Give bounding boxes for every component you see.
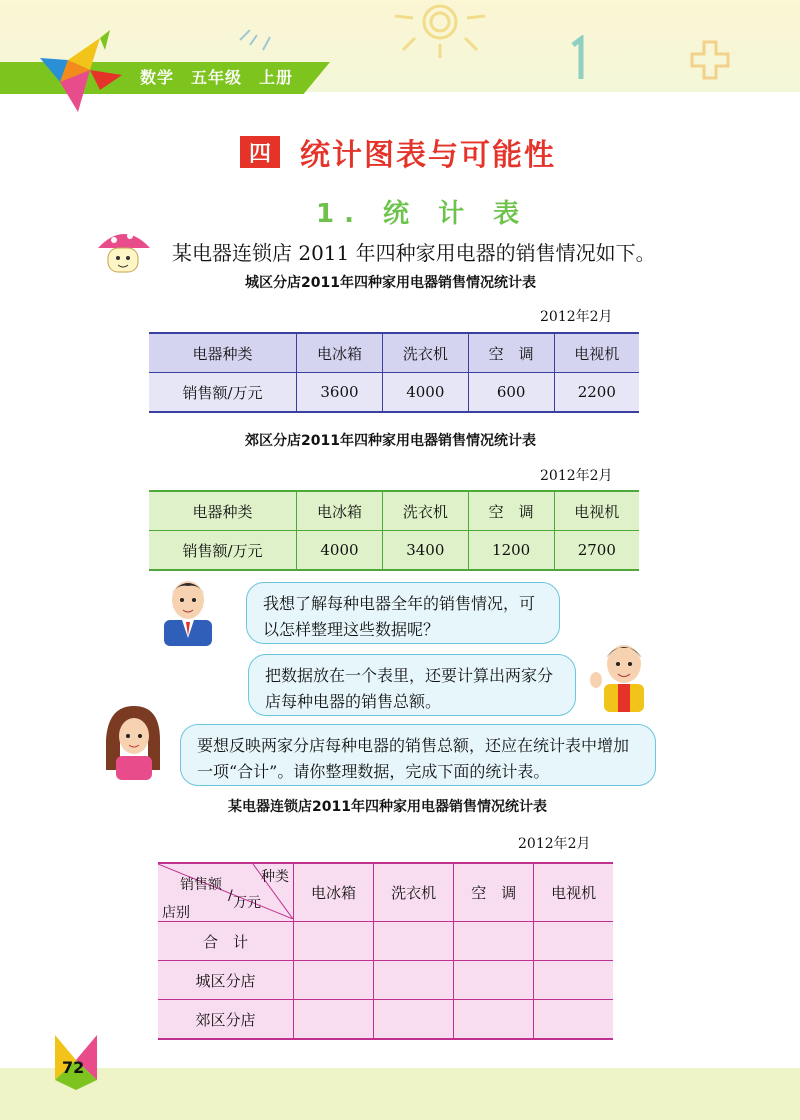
blank-cell[interactable]	[454, 922, 534, 961]
table-cell: 3600	[297, 373, 383, 413]
table-header-row	[149, 333, 639, 373]
footer-band	[0, 1068, 800, 1120]
blank-cell[interactable]	[294, 922, 374, 961]
table-cell: 2200	[554, 373, 639, 413]
table-cell: 电器种类	[149, 491, 297, 531]
corner-slash: /	[228, 888, 233, 904]
combined-sales-table	[158, 862, 613, 1040]
table-cell: 4000	[382, 373, 468, 413]
girl-teacher-illustration	[98, 700, 170, 780]
table2-date: 2012年2月	[540, 468, 613, 484]
blank-cell[interactable]	[294, 1000, 374, 1040]
table-cell: 空 调	[454, 863, 534, 922]
table-row	[158, 1000, 613, 1040]
table-row	[158, 961, 613, 1000]
table-cell: 洗衣机	[374, 863, 454, 922]
book-title: 数学 五年级 上册	[140, 68, 294, 87]
table1-date: 2012年2月	[540, 309, 613, 325]
urban-store-table	[149, 332, 639, 413]
blank-cell[interactable]	[454, 1000, 534, 1040]
intro-text: 某电器连锁店 2011 年四种家用电器的销售情况如下。	[172, 241, 656, 265]
plus-icon	[690, 40, 730, 80]
blank-cell[interactable]	[374, 1000, 454, 1040]
table1-caption: 城区分店2011年四种家用电器销售情况统计表	[245, 275, 536, 291]
page-number: 72	[62, 1058, 85, 1077]
blank-cell[interactable]	[454, 961, 534, 1000]
table-cell: 电器种类	[149, 333, 297, 373]
table-row	[158, 922, 613, 961]
number-one-icon	[565, 35, 595, 85]
table-cell: 电冰箱	[294, 863, 374, 922]
table-cell: 洗衣机	[382, 491, 468, 531]
suburban-store-table	[149, 490, 639, 571]
blank-cell[interactable]	[374, 922, 454, 961]
pinwheel-icon	[30, 30, 125, 115]
mushroom-mascot-icon	[94, 226, 154, 276]
sun-icon	[385, 0, 495, 60]
table-cell: 销售额/万元	[149, 531, 297, 571]
table-cell: 郊区分店	[158, 1000, 294, 1040]
table-cell: 2700	[554, 531, 639, 571]
table-cell: 电冰箱	[297, 333, 383, 373]
chapter-heading	[240, 130, 556, 174]
table3-date: 2012年2月	[518, 836, 591, 852]
table2-caption: 郊区分店2011年四种家用电器销售情况统计表	[245, 433, 536, 449]
table-cell: 电视机	[554, 333, 639, 373]
table-cell: 销售额/万元	[149, 373, 297, 413]
table-cell: 合 计	[158, 922, 294, 961]
diagonal-header-cell	[158, 863, 294, 922]
blank-cell[interactable]	[374, 961, 454, 1000]
table-cell: 洗衣机	[382, 333, 468, 373]
table-cell: 4000	[297, 531, 383, 571]
corner-sales-label: 销售额	[180, 877, 222, 893]
table-cell: 电视机	[534, 863, 613, 922]
sparkle-icon	[235, 25, 275, 55]
boy-waving-illustration	[588, 632, 660, 712]
boy-in-suit-illustration	[158, 572, 218, 646]
table-cell: 电冰箱	[297, 491, 383, 531]
boy1-speech-bubble: 我想了解每种电器全年的销售情况，可以怎样整理这些数据呢？	[246, 582, 560, 644]
table3-caption: 某电器连锁店2011年四种家用电器销售情况统计表	[228, 799, 547, 815]
corner-category-label: 种类	[261, 869, 289, 885]
corner-store-label: 店别	[162, 905, 190, 921]
table-cell: 3400	[382, 531, 468, 571]
section-title: 1. 统 计 表	[316, 199, 530, 229]
blank-cell[interactable]	[294, 961, 374, 1000]
girl-speech-bubble: 要想反映两家分店每种电器的销售总额，还应在统计表中增加一项“合计”。请你整理数据，完成下面的统计表。	[180, 724, 656, 786]
table-cell: 城区分店	[158, 961, 294, 1000]
blank-cell[interactable]	[534, 1000, 613, 1040]
boy2-speech-bubble: 把数据放在一个表里，还要计算出两家分店每种电器的销售总额。	[248, 654, 576, 716]
table-row	[149, 531, 639, 571]
corner-unit-label: 万元	[233, 895, 261, 911]
table-row	[149, 373, 639, 413]
chapter-title: 统计图表与可能性	[300, 138, 556, 173]
blank-cell[interactable]	[534, 922, 613, 961]
table-cell: 空 调	[468, 333, 554, 373]
chapter-number: 四	[240, 136, 280, 168]
table-cell: 电视机	[554, 491, 639, 531]
table-cell: 1200	[468, 531, 554, 571]
table-header-row	[149, 491, 639, 531]
table-cell: 600	[468, 373, 554, 413]
blank-cell[interactable]	[534, 961, 613, 1000]
table-header-row	[158, 863, 613, 922]
table-cell: 空 调	[468, 491, 554, 531]
